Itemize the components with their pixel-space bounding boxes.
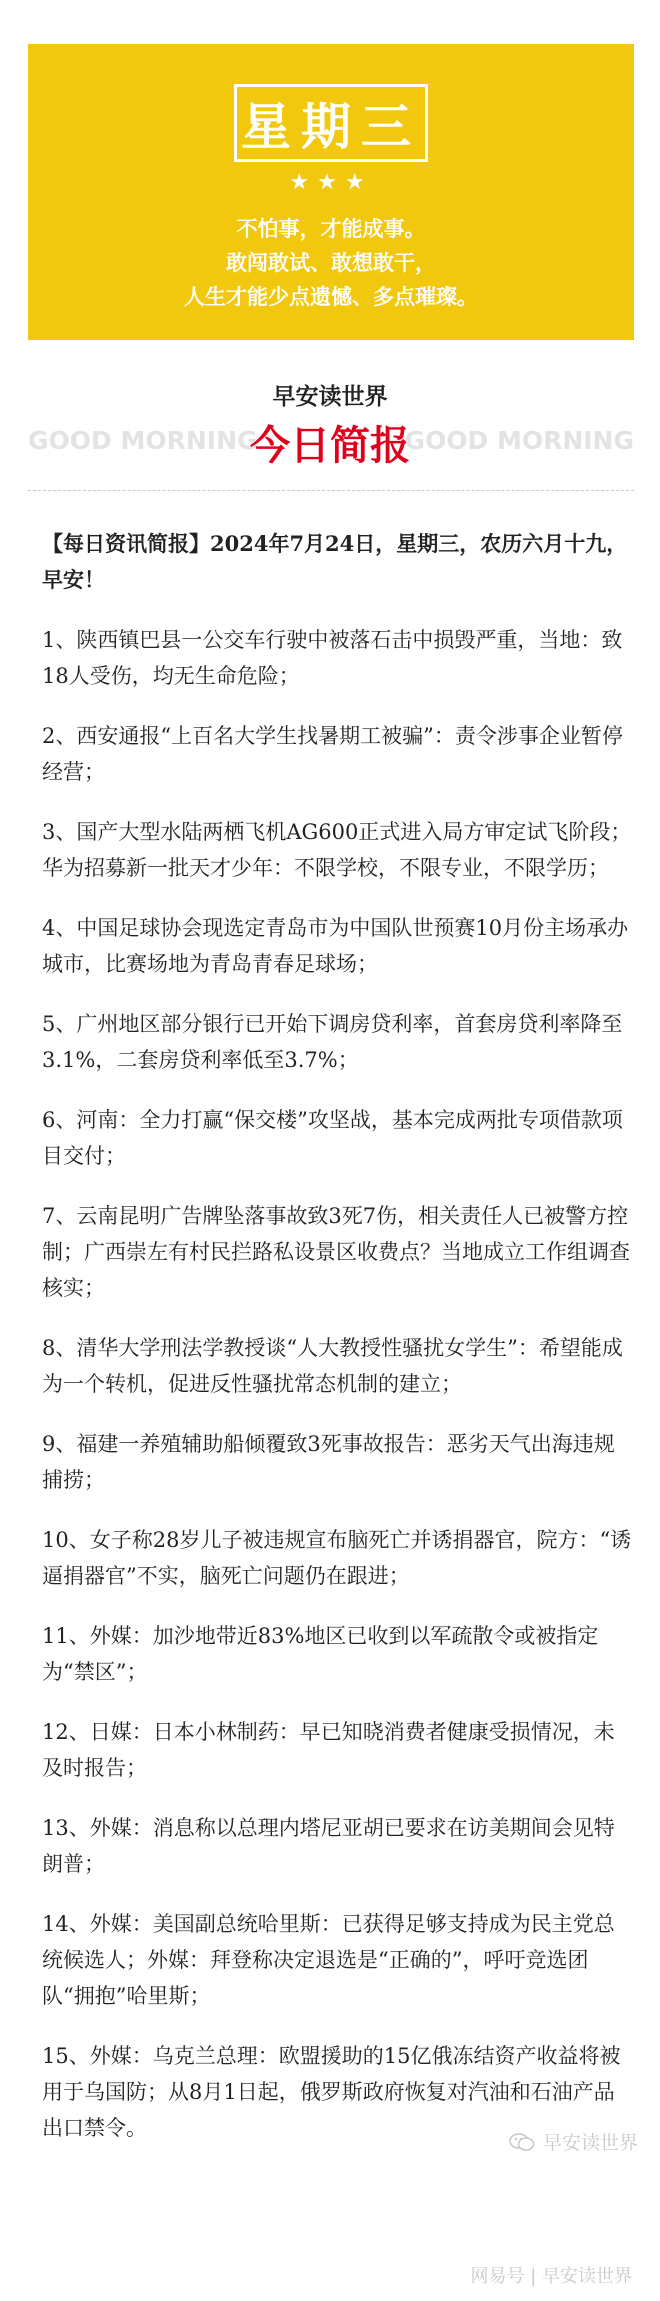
stars-decoration: ★★★ — [289, 170, 373, 195]
yellow-banner — [28, 44, 634, 340]
inline-watermark — [509, 2128, 638, 2155]
motto-line: 敢闯敢试、敢想敢干， — [226, 250, 436, 275]
news-item: 2、西安通报“上百名大学生找暑期工被骗”：责令涉事企业暂停经营； — [42, 724, 623, 784]
news-lead: 【每日资讯简报】2024年7月24日，星期三，农历六月十九，早安！ — [42, 531, 628, 592]
news-item: 15、外媒：乌克兰总理：欧盟援助的15亿俄冻结资产收益将被用于乌国防；从8月1日起，俄罗斯政府恢复对汽油和石油产品出口禁令。 — [42, 2044, 621, 2140]
headline-title: 今日简报 — [250, 423, 410, 469]
motto-line: 不怕事，才能成事。 — [236, 216, 426, 241]
news-item: 13、外媒：消息称以总理内塔尼亚胡已要求在访美期间会见特朗普； — [42, 1816, 615, 1876]
news-item: 14、外媒：美国副总统哈里斯：已获得足够支持成为民主党总统候选人；外媒：拜登称决定退选是“正确的”，呼吁竞选团队“拥抱”哈里斯； — [42, 1912, 615, 2008]
good-morning-left: GOOD MORNING — [28, 426, 258, 455]
good-morning-right: GOOD MORNING — [404, 426, 634, 455]
news-item: 1、陕西镇巴县一公交车行驶中被落石击中损毁严重，当地：致18人受伤，均无生命危险； — [42, 628, 623, 688]
weekday-title: 星期三 — [241, 98, 421, 156]
news-item: 10、女子称28岁儿子被违规宣布脑死亡并诱捐器官，院方：“诱逼捐器官”不实，脑死亡问题仍在跟进； — [42, 1528, 632, 1588]
news-item: 6、河南：全力打赢“保交楼”攻坚战，基本完成两批专项借款项目交付； — [42, 1108, 623, 1168]
news-item: 5、广州地区部分银行已开始下调房贷利率，首套房贷利率降至3.1%，二套房贷利率低至3.7%； — [42, 1012, 623, 1072]
news-item: 4、中国足球协会现选定青岛市为中国队世预赛10月份主场承办城市，比赛场地为青岛青春足球场； — [42, 916, 629, 976]
weekday-frame — [234, 84, 428, 162]
wechat-icon — [509, 2132, 535, 2152]
motto-line: 人生才能少点遗憾、多点璀璨。 — [184, 284, 478, 309]
section-divider — [28, 490, 634, 491]
news-item: 12、日媒：日本小林制药：早已知晓消费者健康受损情况，未及时报告； — [42, 1720, 615, 1780]
motto — [28, 212, 634, 314]
watermark-text: 早安读世界 — [542, 2132, 638, 2154]
news-content — [42, 526, 632, 2170]
news-item: 11、外媒：加沙地带近83%地区已收到以军疏散令或被指定为“禁区”； — [42, 1624, 599, 1684]
news-item: 9、福建一养殖辅助船倾覆致3死事故报告：恶劣天气出海违规捕捞； — [42, 1432, 615, 1492]
news-item: 3、国产大型水陆两栖飞机AG600正式进入局方审定试飞阶段；华为招募新一批天才少年：不限学校，不限专业，不限学历； — [42, 820, 632, 880]
footer-watermark: 网易号 | 早安读世界 — [470, 2266, 632, 2287]
brand-name: 早安读世界 — [272, 383, 388, 410]
news-item: 8、清华大学刑法学教授谈“人大教授性骚扰女学生”：希望能成为一个转机，促进反性骚扰常态机制的建立； — [42, 1336, 623, 1396]
news-item: 7、云南昆明广告牌坠落事故致3死7伤，相关责任人已被警方控制；广西崇左有村民拦路私设景区收费点？当地成立工作组调查核实； — [42, 1204, 630, 1300]
